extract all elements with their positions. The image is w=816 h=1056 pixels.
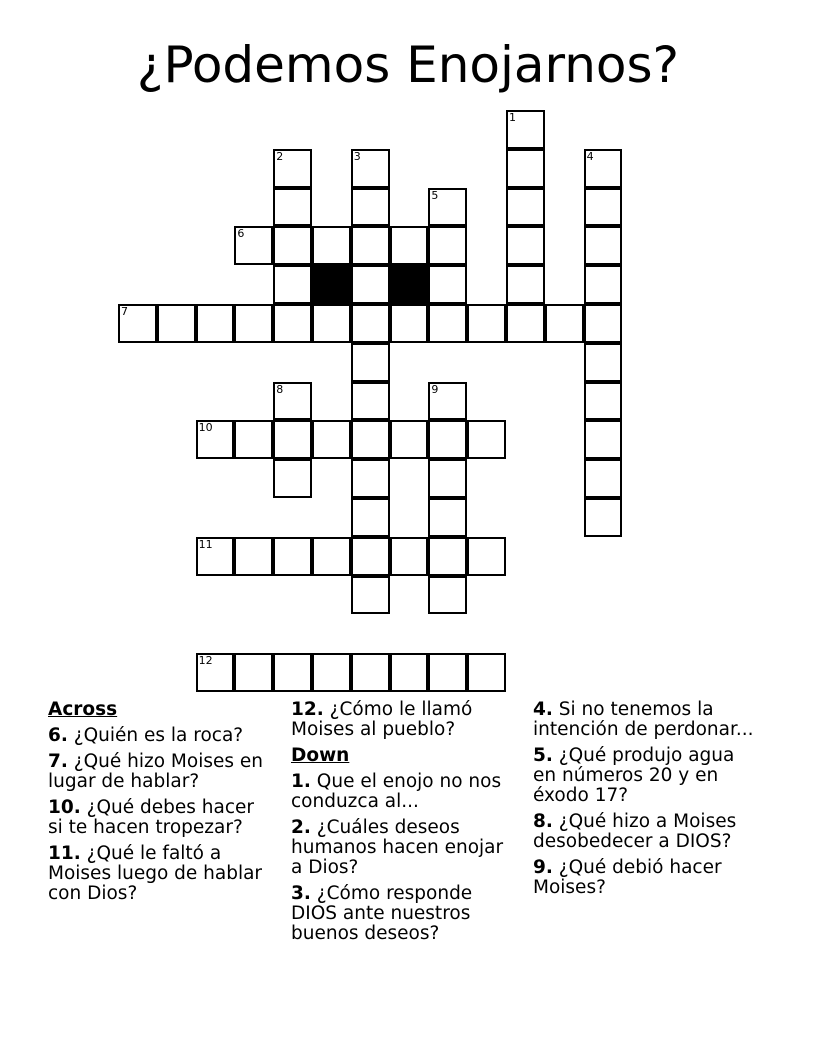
crossword-cell[interactable]: [467, 304, 506, 343]
clue-number: 3.: [291, 883, 311, 904]
crossword-cell[interactable]: [312, 537, 351, 576]
crossword-cell[interactable]: [273, 188, 312, 227]
cell-number: 11: [198, 537, 213, 551]
across-heading: Across: [48, 699, 118, 720]
page-title: ¿Podemos Enojarnos?: [136, 36, 680, 94]
clue-text: ¿Quién es la roca?: [67, 725, 244, 746]
crossword-cell[interactable]: [584, 420, 623, 459]
clue-down-1: [291, 772, 516, 812]
crossword-block: [390, 265, 429, 304]
clue-text: ¿Cuáles deseos humanos hacen enojar a Dios?: [291, 817, 504, 878]
clue-text: ¿Qué produjo agua en números 20 y en éxodo 17?: [533, 745, 735, 806]
cell-number: 5: [431, 188, 439, 202]
crossword-cell[interactable]: [351, 265, 390, 304]
clue-text: Si no tenemos la intención de perdonar...: [533, 699, 754, 740]
clue-text: ¿Qué hizo a Moises desobedecer a DIOS?: [533, 811, 737, 852]
crossword-cell[interactable]: [312, 304, 351, 343]
crossword-cell[interactable]: [273, 653, 312, 692]
crossword-cell[interactable]: [584, 188, 623, 227]
cell-number: 6: [237, 227, 245, 241]
crossword-cell[interactable]: [467, 537, 506, 576]
crossword-cell[interactable]: [584, 149, 623, 188]
crossword-cell[interactable]: [351, 188, 390, 227]
crossword-cell[interactable]: [584, 459, 623, 498]
clue-text: ¿Cómo responde DIOS ante nuestros buenos deseos?: [291, 883, 473, 944]
clue-number: 4.: [533, 699, 553, 720]
clues-column-1: [48, 700, 273, 910]
clue-text: ¿Qué hizo Moises en lugar de hablar?: [48, 751, 263, 792]
clue-down-8: [533, 812, 758, 852]
crossword-cell[interactable]: [428, 537, 467, 576]
clue-down-3: [291, 884, 516, 944]
crossword-cell[interactable]: [273, 265, 312, 304]
crossword-cell[interactable]: [312, 653, 351, 692]
clue-across-11: [48, 844, 273, 904]
crossword-cell[interactable]: [428, 459, 467, 498]
clue-down-5: [533, 746, 758, 806]
crossword-cell[interactable]: [584, 265, 623, 304]
clue-down-9: [533, 858, 758, 898]
crossword-cell[interactable]: [506, 110, 545, 149]
clue-across-10: [48, 798, 273, 838]
clue-number: 9.: [533, 857, 553, 878]
cell-number: 10: [198, 421, 213, 435]
crossword-cell[interactable]: [506, 188, 545, 227]
crossword-cell[interactable]: [584, 304, 623, 343]
crossword-cell[interactable]: [273, 537, 312, 576]
crossword-cell[interactable]: [428, 382, 467, 421]
clue-number: 8.: [533, 811, 553, 832]
crossword-cell[interactable]: [390, 537, 429, 576]
clue-text: ¿Qué le faltó a Moises luego de hablar con Dios?: [48, 843, 263, 904]
cell-number: 3: [353, 149, 361, 163]
cell-number: 9: [431, 382, 439, 396]
crossword-cell[interactable]: [428, 420, 467, 459]
crossword-cell[interactable]: [351, 459, 390, 498]
crossword-cell[interactable]: [390, 653, 429, 692]
crossword-cell[interactable]: [196, 304, 235, 343]
crossword-cell[interactable]: [234, 537, 273, 576]
crossword-cell[interactable]: [467, 420, 506, 459]
crossword-cell[interactable]: [273, 382, 312, 421]
crossword-cell[interactable]: [234, 304, 273, 343]
crossword-cell[interactable]: [273, 149, 312, 188]
crossword-cell[interactable]: [351, 537, 390, 576]
crossword-cell[interactable]: [234, 653, 273, 692]
crossword-cell[interactable]: [545, 304, 584, 343]
clue-across-7: [48, 752, 273, 792]
clue-number: 10.: [48, 797, 81, 818]
cell-number: 2: [276, 149, 284, 163]
crossword-cell[interactable]: [234, 226, 273, 265]
clue-number: 6.: [48, 725, 68, 746]
clue-number: 1.: [291, 771, 311, 792]
clue-across-6: [48, 726, 273, 746]
crossword-cell[interactable]: [584, 382, 623, 421]
clue-text: ¿Cómo le llamó Moises al pueblo?: [291, 699, 473, 740]
crossword-cell[interactable]: [157, 304, 196, 343]
clue-number: 11.: [48, 843, 81, 864]
clue-number: 12.: [291, 699, 324, 720]
crossword-cell[interactable]: [584, 226, 623, 265]
crossword-cell[interactable]: [273, 304, 312, 343]
clue-text: ¿Qué debió hacer Moises?: [533, 857, 722, 898]
cell-number: 12: [198, 654, 213, 668]
cell-number: 8: [276, 382, 284, 396]
cell-number: 1: [509, 111, 516, 124]
crossword-cell[interactable]: [351, 576, 390, 615]
crossword-cell[interactable]: [506, 149, 545, 188]
crossword-cell[interactable]: [467, 653, 506, 692]
crossword-cell[interactable]: [234, 420, 273, 459]
crossword-cell[interactable]: [312, 226, 351, 265]
crossword-cell[interactable]: [584, 343, 623, 382]
crossword-cell[interactable]: [428, 576, 467, 615]
clue-down-2: [291, 818, 516, 878]
crossword-cell[interactable]: [506, 226, 545, 265]
crossword-cell[interactable]: [428, 226, 467, 265]
cell-number: 7: [121, 305, 128, 318]
crossword-cell[interactable]: [351, 343, 390, 382]
crossword-cell[interactable]: [351, 226, 390, 265]
cell-number: 4: [586, 149, 594, 163]
crossword-cell[interactable]: [273, 420, 312, 459]
crossword-cell[interactable]: [273, 459, 312, 498]
crossword-cell[interactable]: [351, 420, 390, 459]
crossword-cell[interactable]: [428, 265, 467, 304]
crossword-cell[interactable]: [428, 304, 467, 343]
clue-number: 2.: [291, 817, 311, 838]
crossword-cell[interactable]: [390, 304, 429, 343]
crossword-cell[interactable]: [428, 188, 467, 227]
clues-column-2: [291, 700, 516, 950]
crossword-cell[interactable]: [428, 653, 467, 692]
down-heading: Down: [291, 745, 350, 766]
crossword-cell[interactable]: [506, 265, 545, 304]
clue-text: Que el enojo no nos conduzca al...: [291, 771, 502, 812]
crossword-cell[interactable]: [196, 537, 235, 576]
clue-number: 5.: [533, 745, 553, 766]
clue-number: 7.: [48, 751, 68, 772]
crossword-cell[interactable]: [351, 498, 390, 537]
crossword-cell[interactable]: [273, 226, 312, 265]
crossword-cell[interactable]: [428, 498, 467, 537]
crossword-block: [312, 265, 351, 304]
crossword-cell[interactable]: [118, 304, 157, 343]
crossword-cell[interactable]: [506, 304, 545, 343]
crossword-cell[interactable]: [351, 304, 390, 343]
clues-column-3: [533, 700, 758, 904]
crossword-cell[interactable]: [351, 149, 390, 188]
crossword-cell[interactable]: [351, 653, 390, 692]
crossword-cell[interactable]: [351, 382, 390, 421]
clue-text: ¿Qué debes hacer si te hacen tropezar?: [48, 797, 255, 838]
clue-across-12: [291, 700, 516, 740]
crossword-cell[interactable]: [196, 653, 235, 692]
crossword-cell[interactable]: [196, 420, 235, 459]
crossword-cell[interactable]: [390, 420, 429, 459]
clue-down-4: [533, 700, 758, 740]
crossword-cell[interactable]: [312, 420, 351, 459]
crossword-cell[interactable]: [390, 226, 429, 265]
crossword-cell[interactable]: [584, 498, 623, 537]
